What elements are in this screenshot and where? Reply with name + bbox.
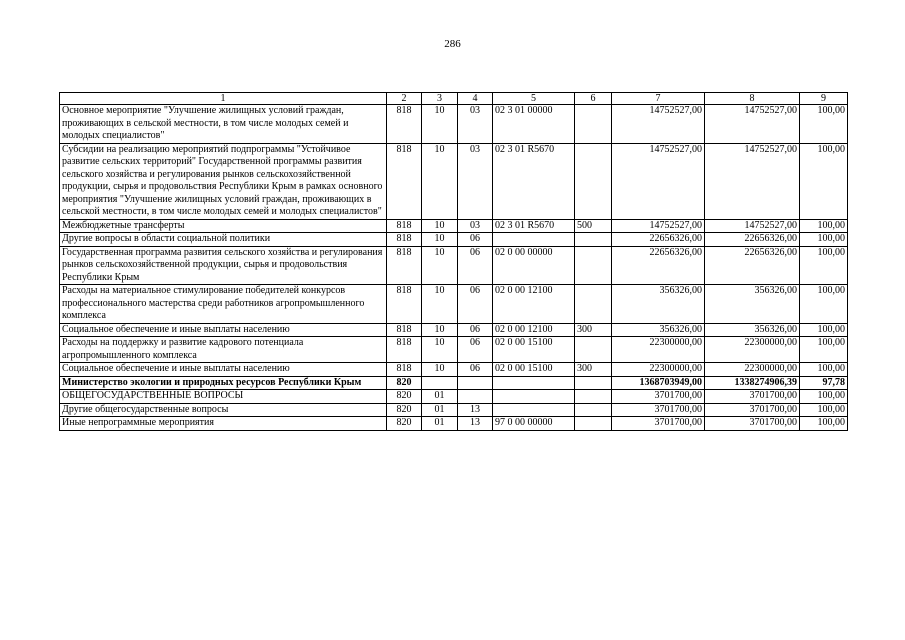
subsection-cell	[458, 390, 493, 404]
subsection-cell	[458, 376, 493, 390]
subsection-cell: 13	[458, 403, 493, 417]
code-cell: 820	[387, 376, 422, 390]
expense-type-cell	[575, 285, 612, 324]
subsection-cell: 06	[458, 233, 493, 247]
expense-type-cell: 300	[575, 323, 612, 337]
percent-cell: 100,00	[800, 363, 848, 377]
name-cell: Другие общегосударственные вопросы	[60, 403, 387, 417]
table-row	[60, 246, 848, 285]
plan-amount-cell: 22300000,00	[612, 363, 705, 377]
code-cell: 818	[387, 143, 422, 219]
actual-amount-cell: 3701700,00	[705, 417, 800, 431]
actual-amount-cell: 356326,00	[705, 323, 800, 337]
header-cell: 1	[60, 93, 387, 105]
section-cell: 10	[422, 246, 458, 285]
subsection-cell: 06	[458, 363, 493, 377]
name-cell: Расходы на поддержку и развитие кадрового потенциала агропромышленного комплекса	[60, 337, 387, 363]
name-cell: Межбюджетные трансферты	[60, 219, 387, 233]
target-article-cell	[493, 403, 575, 417]
table-body	[60, 93, 848, 431]
page-number: 286	[444, 38, 461, 50]
expense-type-cell: 300	[575, 363, 612, 377]
section-cell: 10	[422, 337, 458, 363]
actual-amount-cell: 3701700,00	[705, 403, 800, 417]
plan-amount-cell: 14752527,00	[612, 143, 705, 219]
code-cell: 818	[387, 285, 422, 324]
subsection-cell: 13	[458, 417, 493, 431]
actual-amount-cell: 14752527,00	[705, 219, 800, 233]
actual-amount-cell: 356326,00	[705, 285, 800, 324]
table-row	[60, 219, 848, 233]
name-cell: ОБЩЕГОСУДАРСТВЕННЫЕ ВОПРОСЫ	[60, 390, 387, 404]
section-cell	[422, 376, 458, 390]
target-article-cell	[493, 233, 575, 247]
subsection-cell: 03	[458, 105, 493, 144]
code-cell: 820	[387, 403, 422, 417]
code-cell: 818	[387, 219, 422, 233]
name-cell: Государственная программа развития сельского хозяйства и регулирования рынков сельскохозяйственной продукции, сырья и продовольствия Республики Крым	[60, 246, 387, 285]
target-article-cell: 02 3 01 R5670	[493, 143, 575, 219]
plan-amount-cell: 22656326,00	[612, 246, 705, 285]
percent-cell: 100,00	[800, 390, 848, 404]
table-row	[60, 323, 848, 337]
table-row	[60, 376, 848, 390]
code-cell: 818	[387, 337, 422, 363]
expense-type-cell	[575, 246, 612, 285]
expense-type-cell	[575, 417, 612, 431]
table-row	[60, 285, 848, 324]
subsection-cell: 03	[458, 143, 493, 219]
expense-type-cell	[575, 390, 612, 404]
plan-amount-cell: 356326,00	[612, 285, 705, 324]
table-row	[60, 233, 848, 247]
plan-amount-cell: 356326,00	[612, 323, 705, 337]
actual-amount-cell: 3701700,00	[705, 390, 800, 404]
subsection-cell: 03	[458, 219, 493, 233]
plan-amount-cell: 3701700,00	[612, 403, 705, 417]
plan-amount-cell: 14752527,00	[612, 219, 705, 233]
percent-cell: 100,00	[800, 417, 848, 431]
subsection-cell: 06	[458, 246, 493, 285]
actual-amount-cell: 22300000,00	[705, 337, 800, 363]
percent-cell: 100,00	[800, 323, 848, 337]
percent-cell: 100,00	[800, 337, 848, 363]
header-cell: 6	[575, 93, 612, 105]
target-article-cell: 02 0 00 00000	[493, 246, 575, 285]
name-cell: Основное мероприятие "Улучшение жилищных условий граждан, проживающих в сельской местности, в том числе молодых семей и молодых специалистов"	[60, 105, 387, 144]
table-row	[60, 143, 848, 219]
actual-amount-cell: 22656326,00	[705, 233, 800, 247]
code-cell: 818	[387, 105, 422, 144]
section-cell: 10	[422, 323, 458, 337]
target-article-cell: 02 0 00 15100	[493, 337, 575, 363]
name-cell: Другие вопросы в области социальной политики	[60, 233, 387, 247]
target-article-cell: 02 0 00 15100	[493, 363, 575, 377]
table-row	[60, 337, 848, 363]
subsection-cell: 06	[458, 285, 493, 324]
actual-amount-cell: 22300000,00	[705, 363, 800, 377]
header-cell: 2	[387, 93, 422, 105]
section-cell: 01	[422, 390, 458, 404]
actual-amount-cell: 14752527,00	[705, 143, 800, 219]
name-cell: Министерство экологии и природных ресурсов Республики Крым	[60, 376, 387, 390]
expense-type-cell	[575, 233, 612, 247]
target-article-cell	[493, 390, 575, 404]
actual-amount-cell: 1338274906,39	[705, 376, 800, 390]
percent-cell: 100,00	[800, 105, 848, 144]
header-cell: 9	[800, 93, 848, 105]
code-cell: 818	[387, 363, 422, 377]
target-article-cell: 02 3 01 R5670	[493, 219, 575, 233]
header-cell: 5	[493, 93, 575, 105]
percent-cell: 100,00	[800, 403, 848, 417]
code-cell: 818	[387, 233, 422, 247]
name-cell: Субсидии на реализацию мероприятий подпрограммы "Устойчивое развитие сельских территорий" Государственной программы развития сельского хозяйства и регулирования рынков сельскохозяйственной продукции, сырья и продовольствия Республики Крым в рамках основного мероприятия "Улучшение жилищных условий граждан, проживающих в сельской местности, в том числе молодых семей и молодых специалистов"	[60, 143, 387, 219]
target-article-cell: 02 3 01 00000	[493, 105, 575, 144]
target-article-cell: 97 0 00 00000	[493, 417, 575, 431]
expense-type-cell	[575, 143, 612, 219]
section-cell: 10	[422, 233, 458, 247]
section-cell: 10	[422, 143, 458, 219]
percent-cell: 100,00	[800, 143, 848, 219]
expense-type-cell	[575, 105, 612, 144]
code-cell: 820	[387, 417, 422, 431]
code-cell: 820	[387, 390, 422, 404]
header-cell: 4	[458, 93, 493, 105]
target-article-cell	[493, 376, 575, 390]
name-cell: Иные непрограммные мероприятия	[60, 417, 387, 431]
plan-amount-cell: 3701700,00	[612, 417, 705, 431]
header-row	[60, 93, 848, 105]
section-cell: 01	[422, 417, 458, 431]
section-cell: 01	[422, 403, 458, 417]
header-cell: 3	[422, 93, 458, 105]
plan-amount-cell: 22300000,00	[612, 337, 705, 363]
table-row	[60, 403, 848, 417]
percent-cell: 97,78	[800, 376, 848, 390]
table-row	[60, 390, 848, 404]
expense-type-cell	[575, 337, 612, 363]
actual-amount-cell: 22656326,00	[705, 246, 800, 285]
table-row	[60, 105, 848, 144]
percent-cell: 100,00	[800, 246, 848, 285]
subsection-cell: 06	[458, 337, 493, 363]
section-cell: 10	[422, 105, 458, 144]
plan-amount-cell: 3701700,00	[612, 390, 705, 404]
header-cell: 8	[705, 93, 800, 105]
target-article-cell: 02 0 00 12100	[493, 323, 575, 337]
code-cell: 818	[387, 323, 422, 337]
name-cell: Социальное обеспечение и иные выплаты населению	[60, 323, 387, 337]
name-cell: Социальное обеспечение и иные выплаты населению	[60, 363, 387, 377]
plan-amount-cell: 1368703949,00	[612, 376, 705, 390]
percent-cell: 100,00	[800, 233, 848, 247]
percent-cell: 100,00	[800, 219, 848, 233]
header-cell: 7	[612, 93, 705, 105]
plan-amount-cell: 14752527,00	[612, 105, 705, 144]
section-cell: 10	[422, 363, 458, 377]
expense-type-cell: 500	[575, 219, 612, 233]
target-article-cell: 02 0 00 12100	[493, 285, 575, 324]
plan-amount-cell: 22656326,00	[612, 233, 705, 247]
budget-table	[59, 92, 848, 431]
actual-amount-cell: 14752527,00	[705, 105, 800, 144]
section-cell: 10	[422, 219, 458, 233]
percent-cell: 100,00	[800, 285, 848, 324]
subsection-cell: 06	[458, 323, 493, 337]
table-row	[60, 363, 848, 377]
expense-type-cell	[575, 376, 612, 390]
code-cell: 818	[387, 246, 422, 285]
name-cell: Расходы на материальное стимулирование победителей конкурсов профессионального мастерства среди работников агропромышленного комплекса	[60, 285, 387, 324]
expense-type-cell	[575, 403, 612, 417]
section-cell: 10	[422, 285, 458, 324]
table-row	[60, 417, 848, 431]
